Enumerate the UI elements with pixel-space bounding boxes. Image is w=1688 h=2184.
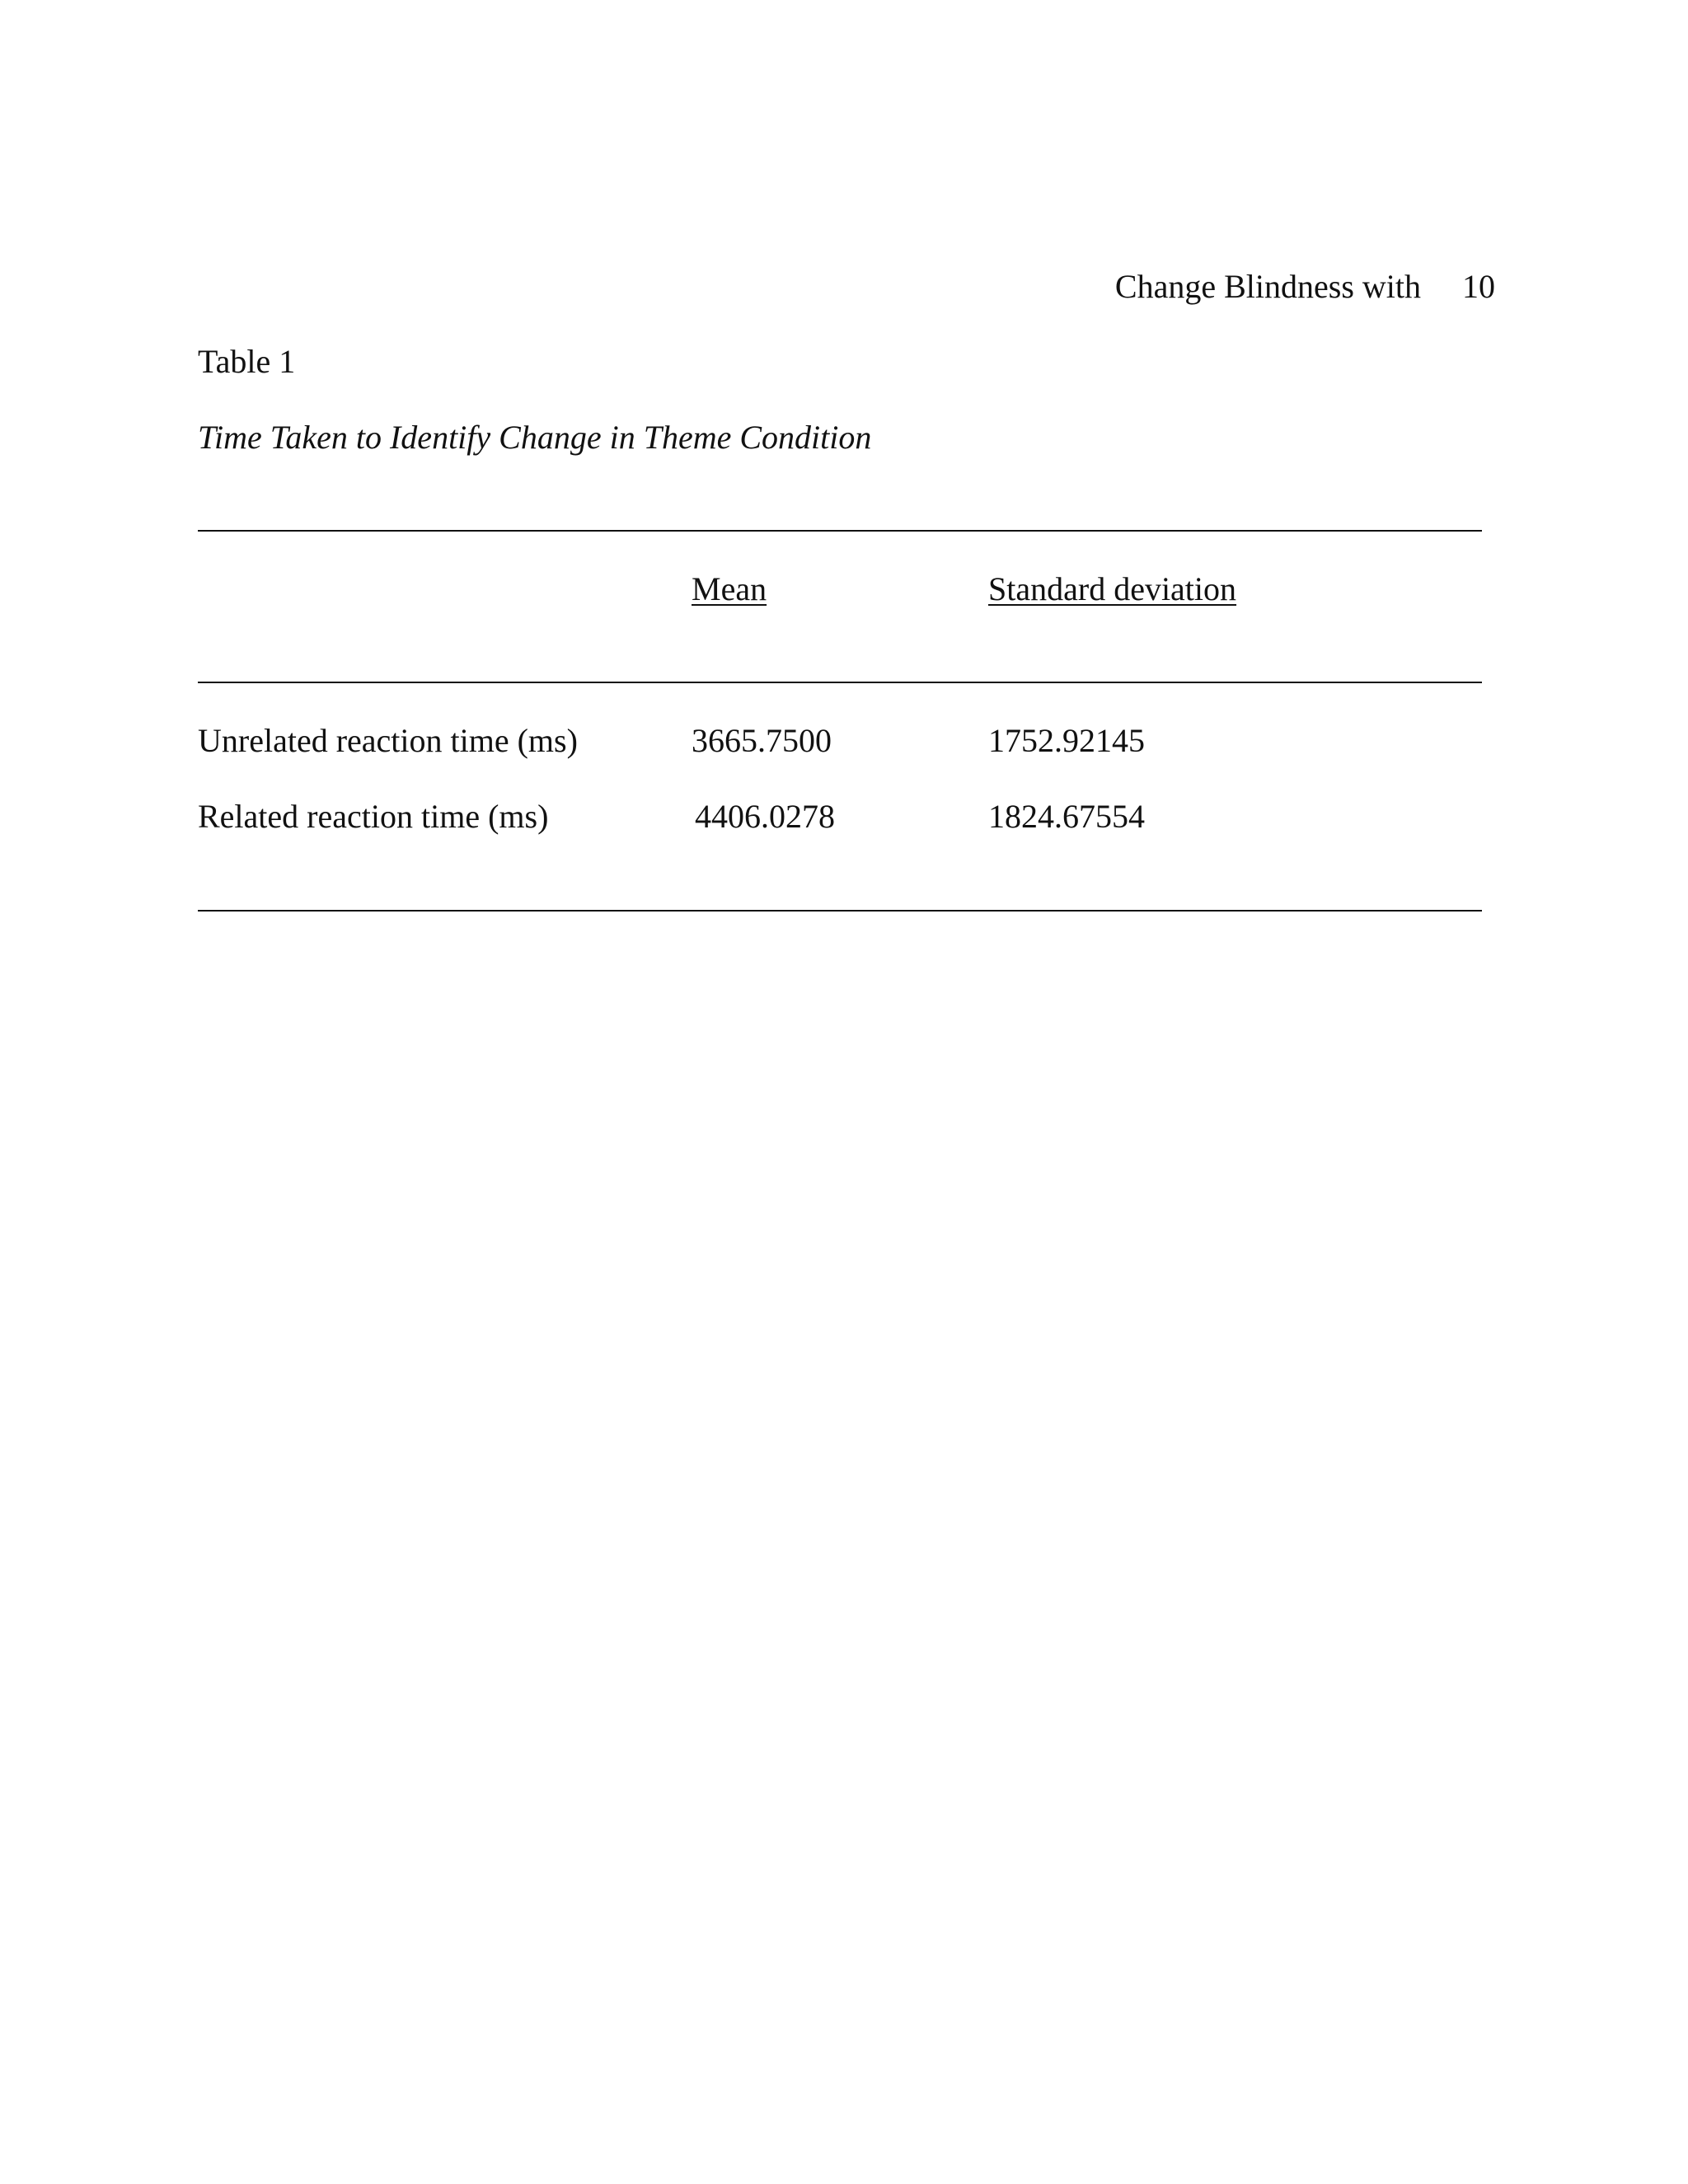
- row-label: Unrelated reaction time (ms): [198, 722, 578, 759]
- table-header-rule: [198, 682, 1482, 683]
- table-row: [0, 721, 1688, 761]
- table-top-rule: [198, 530, 1482, 532]
- mean-value: 4406.0278: [695, 798, 835, 835]
- table-number: Table 1: [198, 343, 296, 380]
- mean-value: 3665.7500: [692, 722, 832, 759]
- running-head: [1115, 267, 1495, 307]
- page-number: 10: [1462, 268, 1495, 305]
- column-header-standard-deviation: Standard deviation: [988, 570, 1237, 607]
- table-bottom-rule: [198, 910, 1482, 912]
- running-head-text: Change Blindness with: [1114, 268, 1421, 305]
- column-header-mean: Mean: [692, 570, 767, 607]
- standard-deviation-value: 1824.67554: [988, 798, 1145, 835]
- row-label: Related reaction time (ms): [198, 798, 549, 835]
- standard-deviation-value: 1752.92145: [988, 722, 1145, 759]
- table-title: Time Taken to Identify Change in Theme Condition: [198, 419, 872, 456]
- table-row: [0, 797, 1688, 837]
